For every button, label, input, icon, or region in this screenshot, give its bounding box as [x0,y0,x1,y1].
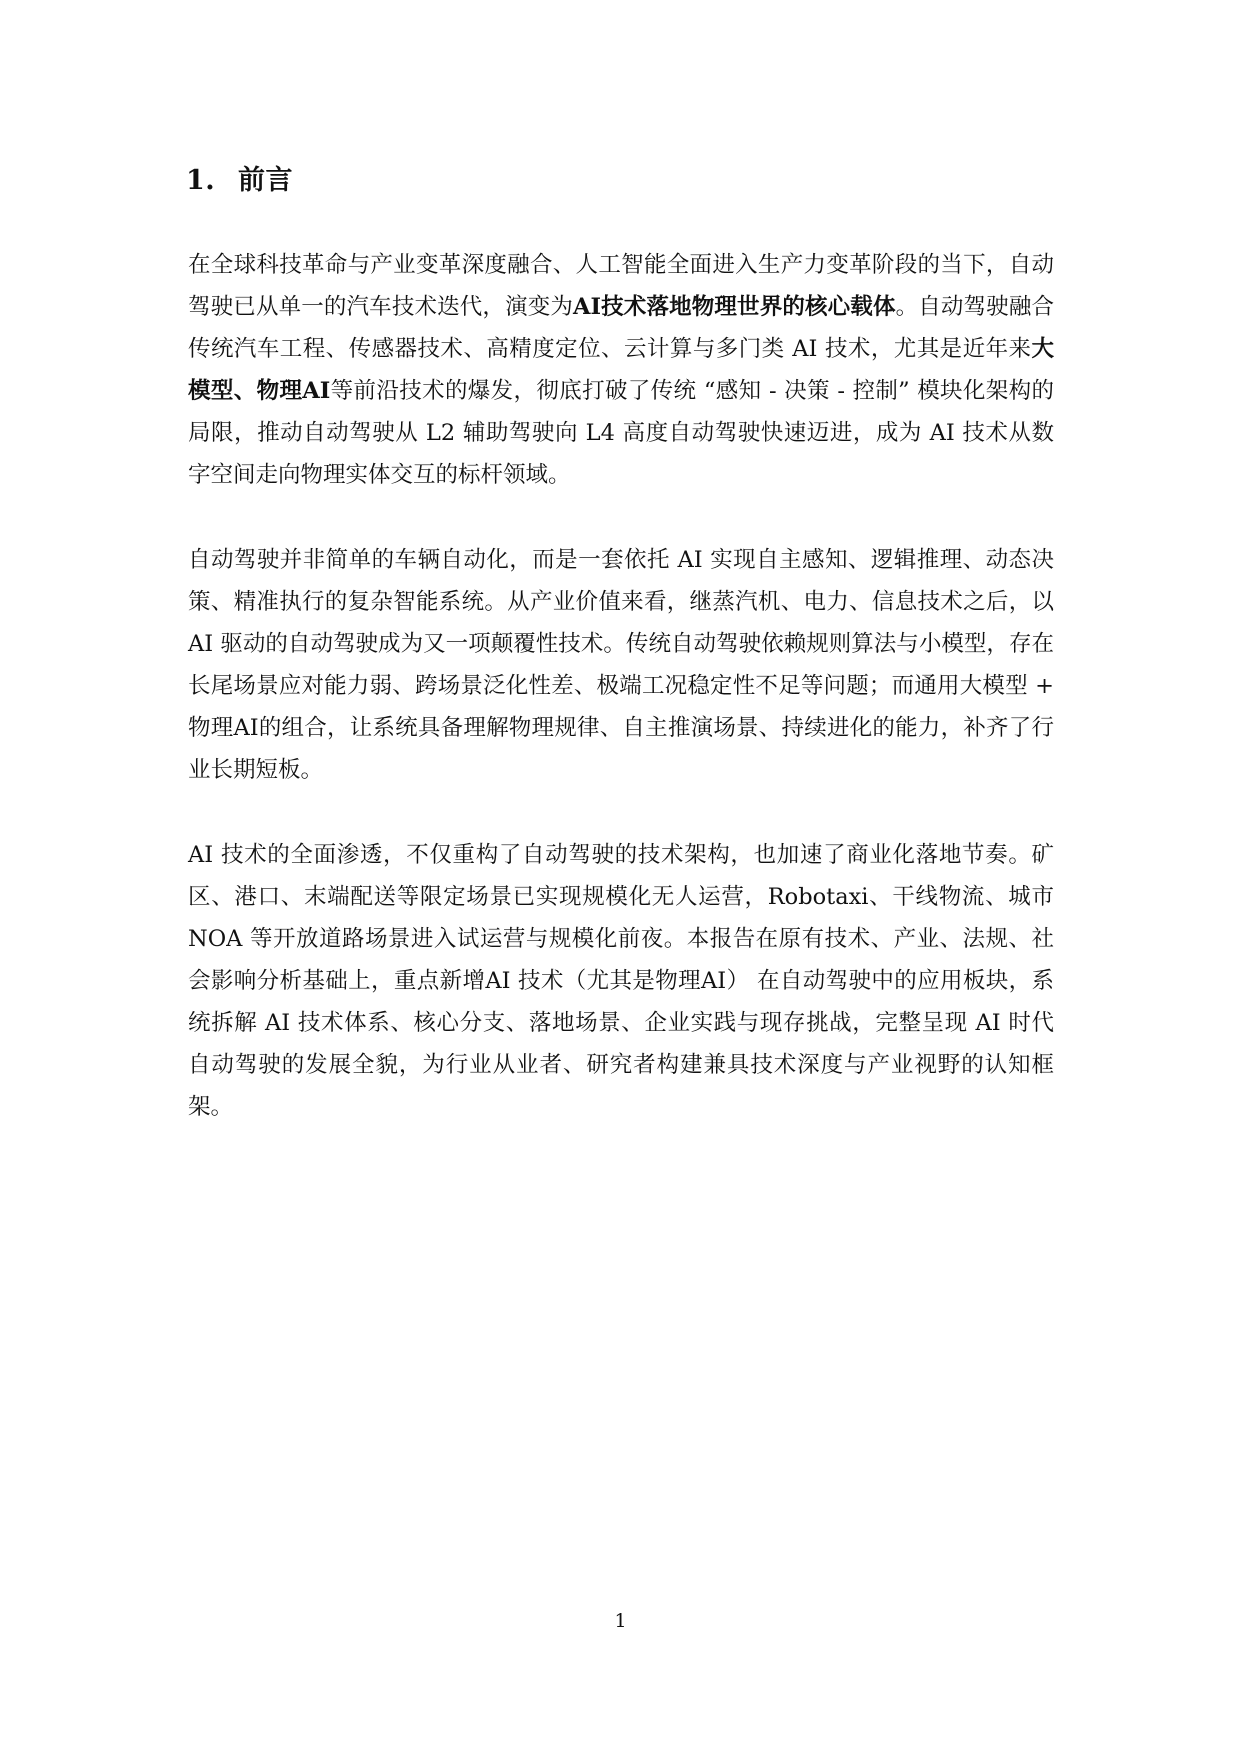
section-title: 前言 [238,165,293,196]
paragraph-system: 自动驾驶并非简单的车辆自动化，而是一套依托 AI 实现自主感知、逻辑推理、动态决策、精准执行的复杂智能系统。从产业价值来看，继蒸汽机、电力、信息技术之后，以 AI 驱动的自动驾驶成为又一项颠覆性技术。传统自动驾驶依赖规则算法与小模型，存在长尾场景应对能力弱、跨场景泛化性差、极端工况稳定性不足等问题；而通用大模型 + 物理AI的组合，让系统具备理解物理规律、自主推演场景、持续进化的能力，补齐了行业长期短板。 [188,547,1054,783]
paragraph-intro-part3: 等前沿技术的爆发，彻底打破了传统 “感知 - 决策 - 控制” 模块化架构的局限，推动自动驾驶从 L2 辅助驾驶向 L4 高度自动驾驶快速迈进，成为 AI 技术从数字空间走向物理实体交互的标杆领域。 [188,378,1054,488]
page-number: 1 [614,1610,627,1632]
paragraph-intro-part2: 。自动驾驶融合传统汽车工程、传感器技术、高精度定位、云计算与多门类 AI 技术，尤其是近年来 [188,294,1054,362]
section-heading [186,158,293,197]
paragraph-intro-part1: 在全球科技革命与产业变革深度融合、人工智能全面进入生产力变革阶段的当下，自动驾驶已从单一的汽车技术迭代，演变为 [188,252,1054,320]
section-number: 1. [186,165,216,196]
paragraph-intro [188,244,1054,496]
paragraph-commercialization: AI 技术的全面渗透，不仅重构了自动驾驶的技术架构，也加速了商业化落地节奏。矿区、港口、末端配送等限定场景已实现规模化无人运营，Robotaxi、干线物流、城市 NOA 等开放道路场景进入试运营与规模化前夜。本报告在原有技术、产业、法规、社会影响分析基础上，重点新增AI 技术（尤其是物理AI） 在自动驾驶中的应用板块，系统拆解 AI 技术体系、核心分支、落地场景、企业实践与现存挑战，完整呈现 AI 时代自动驾驶的发展全貌，为行业从业者、研究者构建兼具技术深度与产业视野的认知框架。 [188,842,1054,1120]
paragraph-intro-bold1: AI技术落地物理世界的核心载体 [573,294,896,320]
paragraph-intro-bold2: 大模型、物理AI [188,336,1054,404]
